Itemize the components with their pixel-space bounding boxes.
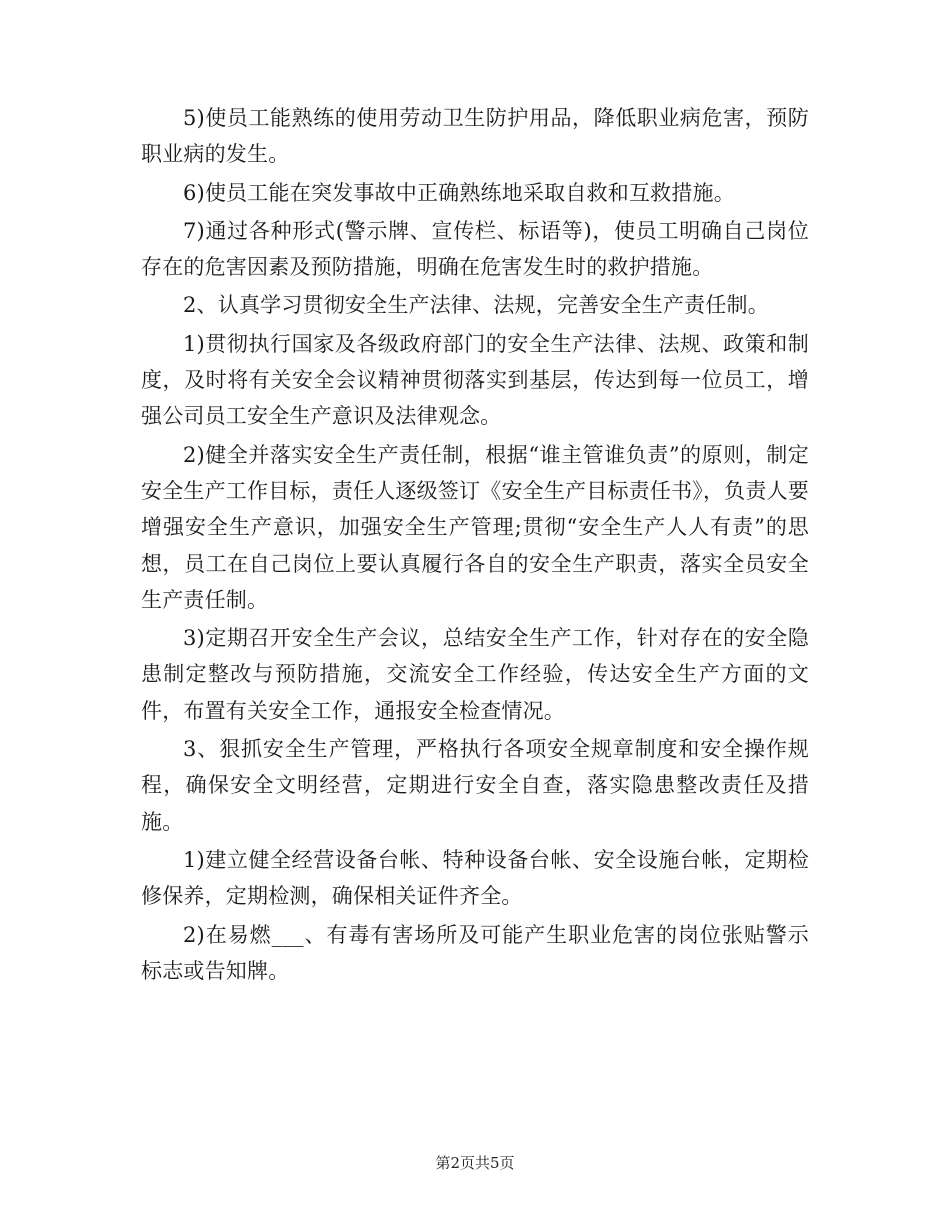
paragraph-6-self-rescue: 6)使员工能在突发事故中正确熟练地采取自救和互救措施。 [183, 180, 735, 205]
paragraph-7-warning-signs: 7)通过各种形式(警示牌、宣传栏、标语等)，使员工明确自己岗位存在的危害因素及预防措施，明确在危害发生时的救护措施。 [141, 218, 809, 280]
paragraph-2-3-meetings: 3)定期召开安全生产会议，总结安全生产工作，针对存在的安全隐患制定整改与预防措施，交流安全工作经验，传达安全生产方面的文件，布置有关安全工作，通报安全检查情况。 [141, 626, 809, 723]
section-2-heading: 2、认真学习贯彻安全生产法律、法规，完善安全生产责任制。 [183, 293, 769, 318]
paragraph-2-1-laws: 1)贯彻执行国家及各级政府部门的安全生产法律、法规、政策和制度，及时将有关安全会议精神贯彻落实到基层，传达到每一位员工，增强公司员工安全生产意识及法律观念。 [141, 331, 809, 429]
paragraph-3-1-ledgers: 1)建立健全经营设备台帐、特种设备台帐、安全设施台帐，定期检修保养，定期检测，确保相关证件齐全。 [141, 847, 809, 909]
paragraph-3-2-signage: 2)在易燃___、有毒有害场所及可能产生职业危害的岗位张贴警示标志或告知牌。 [141, 922, 809, 983]
page-number-footer: 第2页共5页 [435, 1154, 515, 1172]
section-3-heading: 3、狠抓安全生产管理，严格执行各项安全规章制度和安全操作规程，确保安全文明经营，定期进行安全自查，落实隐患整改责任及措施。 [141, 737, 809, 834]
document-body [141, 100, 809, 991]
paragraph-5-protective-equipment: 5)使员工能熟练的使用劳动卫生防护用品，降低职业病危害，预防职业病的发生。 [141, 106, 809, 167]
paragraph-2-2-responsibility: 2)健全并落实安全生产责任制，根据“谁主管谁负责”的原则，制定安全生产工作目标，责任人逐级签订《安全生产目标责任书》，负责人要增强安全生产意识，加强安全生产管理;贯彻“安全生产人人有责”的思想，员工在自己岗位上要认真履行各自的安全生产职责，落实全员安全生产责任制。 [141, 442, 809, 612]
